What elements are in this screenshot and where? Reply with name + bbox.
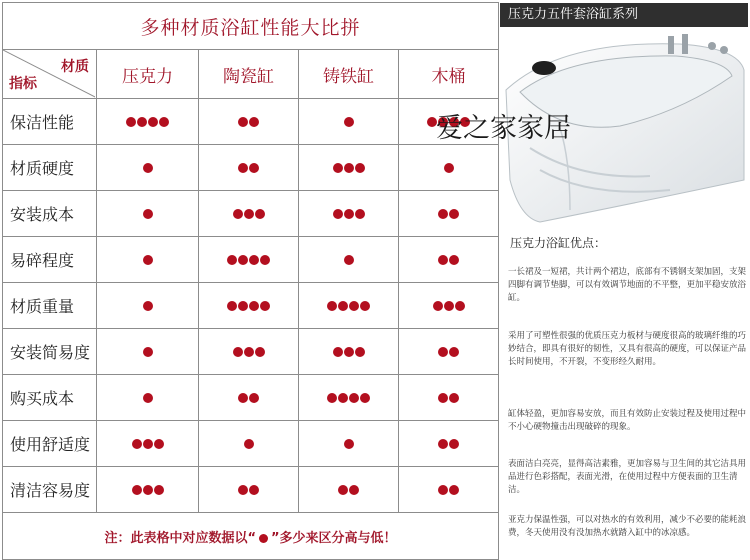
rating-dot-icon: [249, 255, 259, 265]
note-dot-icon: [259, 534, 268, 543]
indicator-label: 安装简易度: [3, 329, 97, 375]
rating-cell: [299, 283, 399, 329]
rating-dot-icon: [233, 347, 243, 357]
rating-cell: [199, 329, 299, 375]
rating-cell: [199, 283, 299, 329]
rating-dot-icon: [338, 485, 348, 495]
indicator-label: 材质重量: [3, 283, 97, 329]
rating-dot-icon: [249, 117, 259, 127]
rating-row: [3, 329, 499, 375]
rating-dot-icon: [438, 255, 448, 265]
rating-cell: [97, 99, 199, 145]
corner-indicator-label: 指标: [9, 76, 37, 92]
advantage-paragraph: 缸体轻盈，更加容易安放，而且有效防止安装过程及使用过程中不小心硬物撞击出现破碎的现象。: [508, 409, 747, 432]
rating-dot-icon: [154, 485, 164, 495]
rating-cell: [97, 467, 199, 513]
rating-cell: [399, 329, 499, 375]
rating-cell: [199, 99, 299, 145]
rating-dot-icon: [360, 393, 370, 403]
rating-cell: [299, 191, 399, 237]
rating-cell: [199, 191, 299, 237]
rating-dot-icon: [360, 301, 370, 311]
rating-cell: [399, 283, 499, 329]
rating-dot-icon: [143, 485, 153, 495]
rating-dot-icon: [249, 393, 259, 403]
rating-dot-icon: [344, 347, 354, 357]
rating-dot-icon: [333, 163, 343, 173]
rating-dot-icon: [444, 301, 454, 311]
rating-dot-icon: [355, 163, 365, 173]
rating-dot-icon: [449, 209, 459, 219]
rating-dot-icon: [143, 163, 153, 173]
rating-dot-icon: [344, 439, 354, 449]
indicator-label: 清洁容易度: [3, 467, 97, 513]
rating-dot-icon: [449, 255, 459, 265]
indicator-label: 购买成本: [3, 375, 97, 421]
rating-dot-icon: [344, 117, 354, 127]
table-title: 多种材质浴缸性能大比拼: [3, 3, 499, 50]
rating-dot-icon: [238, 117, 248, 127]
rating-row: [3, 191, 499, 237]
rating-dot-icon: [438, 347, 448, 357]
indicator-label: 保洁性能: [3, 99, 97, 145]
rating-row: [3, 145, 499, 191]
rating-dot-icon: [143, 255, 153, 265]
rating-cell: [299, 467, 399, 513]
rating-dot-icon: [438, 439, 448, 449]
rating-cell: [199, 421, 299, 467]
rating-cell: [97, 145, 199, 191]
rating-dot-icon: [238, 393, 248, 403]
corner-material-label: 材质: [61, 59, 89, 75]
rating-dot-icon: [233, 209, 243, 219]
rating-dot-icon: [433, 301, 443, 311]
rating-cell: [199, 237, 299, 283]
rating-dot-icon: [238, 163, 248, 173]
rating-cell: [399, 421, 499, 467]
advantage-paragraph: 一长裙及一短裙，共计两个裙边，底部有不锈钢支架加固，支架四脚有调节垫脚，可以有效调节地面的不平整，更加平稳安放浴缸。: [508, 267, 747, 303]
rating-cell: [399, 191, 499, 237]
rating-dot-icon: [355, 209, 365, 219]
rating-cell: [399, 237, 499, 283]
rating-dot-icon: [143, 209, 153, 219]
rating-cell: [399, 145, 499, 191]
rating-cell: [299, 145, 399, 191]
rating-cell: [97, 283, 199, 329]
rating-dot-icon: [143, 393, 153, 403]
indicator-label: 易碎程度: [3, 237, 97, 283]
material-header-ceramic: 陶瓷缸: [199, 50, 299, 99]
rating-dot-icon: [349, 393, 359, 403]
rating-cell: [299, 421, 399, 467]
rating-cell: [199, 375, 299, 421]
series-title: 压克力五件套浴缸系列: [500, 3, 748, 27]
rating-row: [3, 421, 499, 467]
rating-cell: [399, 375, 499, 421]
rating-dot-icon: [244, 347, 254, 357]
rating-dot-icon: [449, 485, 459, 495]
rating-dot-icon: [244, 209, 254, 219]
rating-dot-icon: [338, 393, 348, 403]
rating-dot-icon: [338, 301, 348, 311]
rating-cell: [299, 99, 399, 145]
rating-dot-icon: [449, 393, 459, 403]
indicator-label: 安装成本: [3, 191, 97, 237]
rating-dot-icon: [327, 393, 337, 403]
table-note: [3, 513, 499, 560]
rating-cell: [97, 191, 199, 237]
rating-dot-icon: [249, 485, 259, 495]
rating-dot-icon: [344, 255, 354, 265]
rating-dot-icon: [333, 209, 343, 219]
rating-cell: [299, 375, 399, 421]
rating-dot-icon: [132, 439, 142, 449]
rating-cell: [97, 329, 199, 375]
rating-dot-icon: [344, 209, 354, 219]
rating-dot-icon: [143, 301, 153, 311]
rating-row: [3, 467, 499, 513]
rating-dot-icon: [143, 439, 153, 449]
rating-dot-icon: [143, 347, 153, 357]
indicator-label: 材质硬度: [3, 145, 97, 191]
rating-dot-icon: [349, 485, 359, 495]
rating-dot-icon: [355, 347, 365, 357]
rating-dot-icon: [327, 301, 337, 311]
rating-dot-icon: [238, 301, 248, 311]
rating-cell: [299, 329, 399, 375]
rating-dot-icon: [238, 485, 248, 495]
rating-dot-icon: [333, 347, 343, 357]
material-header-cast-iron: 铸铁缸: [299, 50, 399, 99]
rating-row: [3, 283, 499, 329]
rating-dot-icon: [238, 255, 248, 265]
rating-cell: [199, 467, 299, 513]
rating-dot-icon: [260, 301, 270, 311]
rating-dot-icon: [159, 117, 169, 127]
rating-dot-icon: [154, 439, 164, 449]
rating-dot-icon: [227, 255, 237, 265]
rating-dot-icon: [444, 163, 454, 173]
rating-cell: [97, 375, 199, 421]
rating-dot-icon: [438, 209, 448, 219]
advantage-paragraph: 亚克力保温性强，可以对热水的有效利用，减少不必要的能耗浪费，冬天使用没有没加热水就踏入缸中的冰凉感。: [508, 515, 747, 538]
rating-rows: [3, 99, 499, 513]
advantages-title: 压克力浴缸优点：: [510, 236, 607, 250]
rating-dot-icon: [137, 117, 147, 127]
rating-dot-icon: [449, 439, 459, 449]
header-row: [3, 50, 499, 99]
note-suffix: ”多少来区分高与低！: [271, 530, 397, 546]
corner-cell: [3, 50, 97, 99]
rating-cell: [299, 237, 399, 283]
rating-dot-icon: [255, 209, 265, 219]
rating-dot-icon: [148, 117, 158, 127]
rating-cell: [97, 237, 199, 283]
rating-dot-icon: [438, 485, 448, 495]
rating-dot-icon: [455, 301, 465, 311]
comparison-table: [2, 2, 499, 560]
rating-row: [3, 237, 499, 283]
rating-dot-icon: [244, 439, 254, 449]
rating-dot-icon: [449, 347, 459, 357]
watermark-text: 爱之家家居: [436, 113, 571, 144]
note-prefix: 注：此表格中对应数据以“: [104, 530, 256, 546]
material-header-wood: 木桶: [399, 50, 499, 99]
rating-dot-icon: [255, 347, 265, 357]
rating-dot-icon: [249, 301, 259, 311]
rating-cell: [97, 421, 199, 467]
rating-dot-icon: [132, 485, 142, 495]
rating-row: [3, 375, 499, 421]
material-header-acrylic: 压克力: [97, 50, 199, 99]
rating-cell: [199, 145, 299, 191]
rating-cell: [399, 467, 499, 513]
rating-dot-icon: [249, 163, 259, 173]
rating-row: [3, 99, 499, 145]
rating-dot-icon: [227, 301, 237, 311]
rating-dot-icon: [438, 393, 448, 403]
indicator-label: 使用舒适度: [3, 421, 97, 467]
advantage-paragraph: 采用了可塑性很强的优质压克力板材与硬度很高的玻璃纤维的巧妙结合，即具有很好的韧性，又具有很高的硬度，可以保证产品长时间使用，不开裂，不变形经久耐用。: [508, 331, 747, 367]
rating-dot-icon: [260, 255, 270, 265]
rating-dot-icon: [126, 117, 136, 127]
rating-dot-icon: [349, 301, 359, 311]
advantage-paragraph: 表面洁白亮亮，显得高洁素雅，更加容易与卫生间的其它洁具用品进行色彩搭配，表面光滑，在使用过程中方便表面的卫生清洁。: [508, 459, 747, 495]
rating-dot-icon: [344, 163, 354, 173]
